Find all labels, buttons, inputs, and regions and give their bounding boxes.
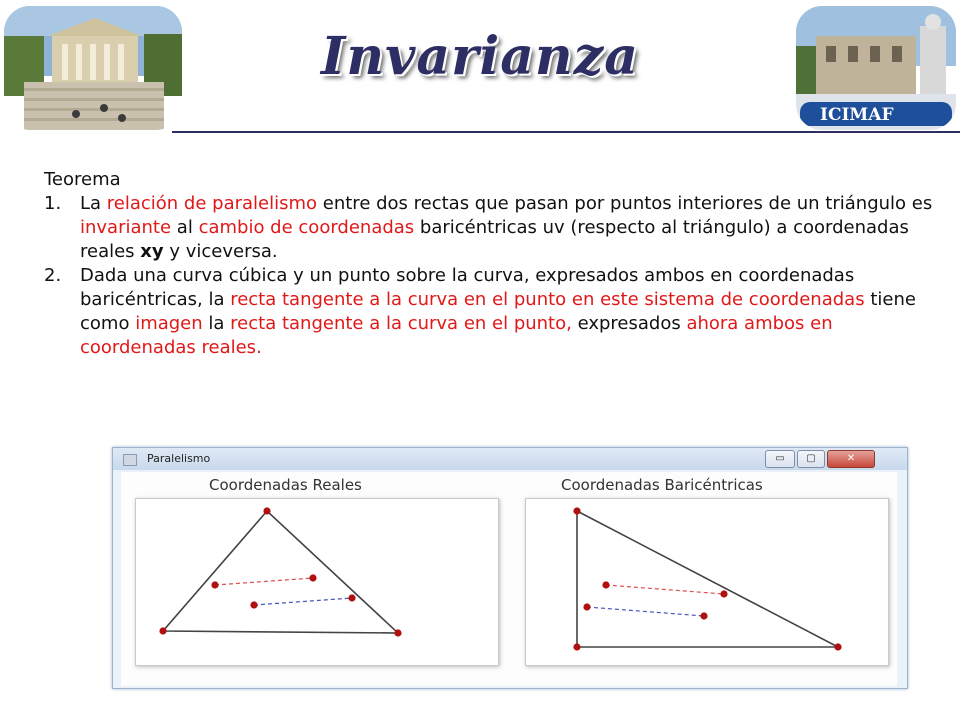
vertex-point (573, 643, 580, 650)
window-body (121, 472, 897, 686)
minimize-button[interactable]: ▭ (765, 450, 795, 468)
blue-dashed-segment (254, 598, 352, 605)
panel-title-baricentricas: Coordenadas Baricéntricas (561, 476, 763, 494)
highlight-text: recta tangente a la curva en el punto en este sistema de coordenadas (230, 289, 865, 310)
triangle (577, 511, 838, 647)
line-point (309, 574, 316, 581)
theorem-item-2 (44, 264, 944, 360)
line-point (211, 581, 218, 588)
line-point (602, 581, 609, 588)
paralelismo-window (112, 447, 908, 689)
line-point (250, 601, 257, 608)
text-segment: tiene como (80, 289, 916, 334)
text-segment: Dada una curva cúbica y un punto sobre la curva, expresados ambos en coordenadas baricéntricas, la (80, 265, 855, 310)
theorem-heading: Teorema (44, 169, 121, 190)
item-number: 2. (44, 265, 62, 286)
vertex-point (394, 629, 401, 636)
highlight-text: cambio de coordenadas (198, 217, 415, 238)
text-segment: y viceversa. (163, 241, 278, 262)
icimaf-logo-text: ICIMAF (820, 105, 894, 125)
slide-title: Invarianza (321, 26, 639, 87)
text-segment: expresados (571, 313, 687, 334)
window-title: Paralelismo (147, 452, 211, 465)
blue-dashed-segment (587, 607, 704, 616)
theorem-content (44, 168, 944, 360)
text-segment: la (202, 313, 231, 334)
maximize-button[interactable]: ▢ (797, 450, 825, 468)
bold-text: xy (140, 241, 164, 262)
text-segment: entre dos rectas que pasan por puntos interiores de un triángulo es (317, 193, 933, 214)
highlight-text: recta tangente a la curva en el punto, (230, 313, 572, 334)
text-segment: La (80, 193, 107, 214)
title-divider (172, 131, 960, 133)
highlight-text: invariante (80, 217, 172, 238)
university-photo (4, 6, 182, 130)
canvas-coordenadas-baricentricas[interactable] (525, 498, 889, 666)
red-dashed-segment (606, 585, 724, 594)
vertex-point (263, 507, 270, 514)
highlight-text: ahora ambos en coordenadas reales. (80, 313, 833, 358)
vertex-point (834, 643, 841, 650)
triangle (163, 511, 398, 633)
canvas-coordenadas-reales[interactable] (135, 498, 499, 666)
highlight-text: relación de paralelismo (106, 193, 318, 214)
line-point (348, 594, 355, 601)
line-point (583, 603, 590, 610)
theorem-item-1 (44, 192, 944, 264)
highlight-text: imagen (135, 313, 203, 334)
line-point (720, 590, 727, 597)
text-segment: baricéntricas uv (respecto al triángulo) a coordenadas reales (80, 217, 909, 262)
item-number: 1. (44, 193, 62, 214)
window-titlebar[interactable] (113, 448, 907, 470)
red-dashed-segment (215, 578, 313, 585)
line-point (700, 612, 707, 619)
panel-title-reales: Coordenadas Reales (209, 476, 362, 494)
text-segment: al (171, 217, 199, 238)
vertex-point (159, 627, 166, 634)
vertex-point (573, 507, 580, 514)
close-button[interactable]: ✕ (827, 450, 875, 468)
app-icon (123, 454, 137, 466)
icimaf-building-photo (796, 6, 956, 130)
